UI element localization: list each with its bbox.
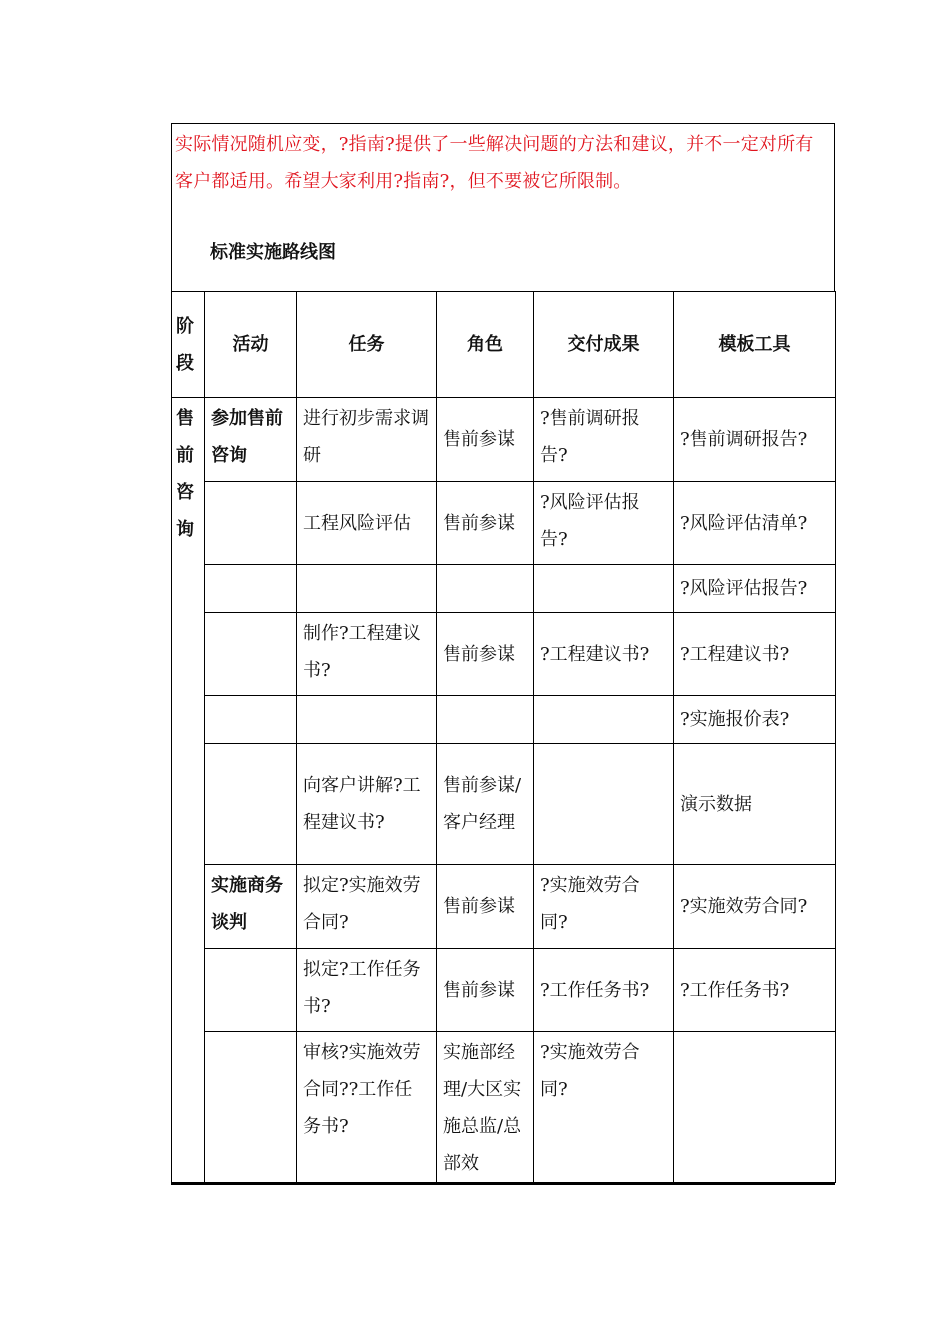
section-title: 标准实施路线图 xyxy=(210,242,336,263)
table-row xyxy=(172,565,836,613)
template-cell: ?实施报价表? xyxy=(674,696,836,744)
template-cell: 演示数据 xyxy=(674,744,836,865)
task-cell: 制作?工程建议书? xyxy=(297,613,437,696)
role-cell: 售前参谋 xyxy=(437,398,534,482)
bottom-rule xyxy=(171,1183,835,1185)
intro-note: 实际情况随机应变，?指南?提供了一些解决问题的方法和建议，并不一定对所有客户都适用。希望大家利用?指南?，但不要被它所限制。 xyxy=(175,134,814,192)
table-row xyxy=(172,949,836,1032)
role-cell: 售前参谋 xyxy=(437,482,534,565)
deliverable-cell: ?售前调研报告? xyxy=(534,398,674,482)
header-row xyxy=(172,292,836,398)
table-row xyxy=(172,398,836,482)
header-stage: 阶段 xyxy=(172,292,205,398)
activity-cell xyxy=(205,696,297,744)
deliverable-cell: ?实施效劳合同? xyxy=(534,1032,674,1183)
table-row xyxy=(172,482,836,565)
activity-cell xyxy=(205,565,297,613)
role-cell: 售前参谋 xyxy=(437,949,534,1032)
deliverable-cell xyxy=(534,565,674,613)
activity-cell: 参加售前咨询 xyxy=(205,398,297,482)
deliverable-cell xyxy=(534,696,674,744)
task-cell: 拟定?工作任务书? xyxy=(297,949,437,1032)
task-cell xyxy=(297,696,437,744)
activity-cell xyxy=(205,949,297,1032)
role-cell: 实施部经理/大区实施总监/总部效 xyxy=(437,1032,534,1183)
task-cell xyxy=(297,565,437,613)
template-cell: ?工程建议书? xyxy=(674,613,836,696)
document xyxy=(171,123,835,1185)
role-cell: 售前参谋 xyxy=(437,613,534,696)
role-cell: 售前参谋/客户经理 xyxy=(437,744,534,865)
header-role: 角色 xyxy=(437,292,534,398)
activity-cell xyxy=(205,613,297,696)
task-cell: 审核?实施效劳合同??工作任务书? xyxy=(297,1032,437,1183)
role-cell xyxy=(437,696,534,744)
template-cell: ?工作任务书? xyxy=(674,949,836,1032)
task-cell: 拟定?实施效劳合同? xyxy=(297,865,437,949)
activity-cell xyxy=(205,482,297,565)
header-activity: 活动 xyxy=(205,292,297,398)
template-cell: ?实施效劳合同? xyxy=(674,865,836,949)
deliverable-cell: ?工作任务书? xyxy=(534,949,674,1032)
deliverable-cell: ?实施效劳合同? xyxy=(534,865,674,949)
header-template: 模板工具 xyxy=(674,292,836,398)
activity-cell xyxy=(205,744,297,865)
roadmap-table xyxy=(171,291,836,1183)
intro-box xyxy=(171,123,835,291)
template-cell xyxy=(674,1032,836,1183)
template-cell: ?风险评估清单? xyxy=(674,482,836,565)
table-row xyxy=(172,696,836,744)
stage-cell: 售前咨询 xyxy=(172,398,205,1183)
header-task: 任务 xyxy=(297,292,437,398)
deliverable-cell xyxy=(534,744,674,865)
task-cell: 进行初步需求调研 xyxy=(297,398,437,482)
table-row xyxy=(172,744,836,865)
task-cell: 工程风险评估 xyxy=(297,482,437,565)
deliverable-cell: ?工程建议书? xyxy=(534,613,674,696)
activity-cell: 实施商务谈判 xyxy=(205,865,297,949)
header-deliverable: 交付成果 xyxy=(534,292,674,398)
role-cell: 售前参谋 xyxy=(437,865,534,949)
role-cell xyxy=(437,565,534,613)
activity-cell xyxy=(205,1032,297,1183)
task-cell: 向客户讲解?工程建议书? xyxy=(297,744,437,865)
table-row xyxy=(172,1032,836,1183)
template-cell: ?售前调研报告? xyxy=(674,398,836,482)
deliverable-cell: ?风险评估报告? xyxy=(534,482,674,565)
table-row xyxy=(172,613,836,696)
table-row xyxy=(172,865,836,949)
template-cell: ?风险评估报告? xyxy=(674,565,836,613)
